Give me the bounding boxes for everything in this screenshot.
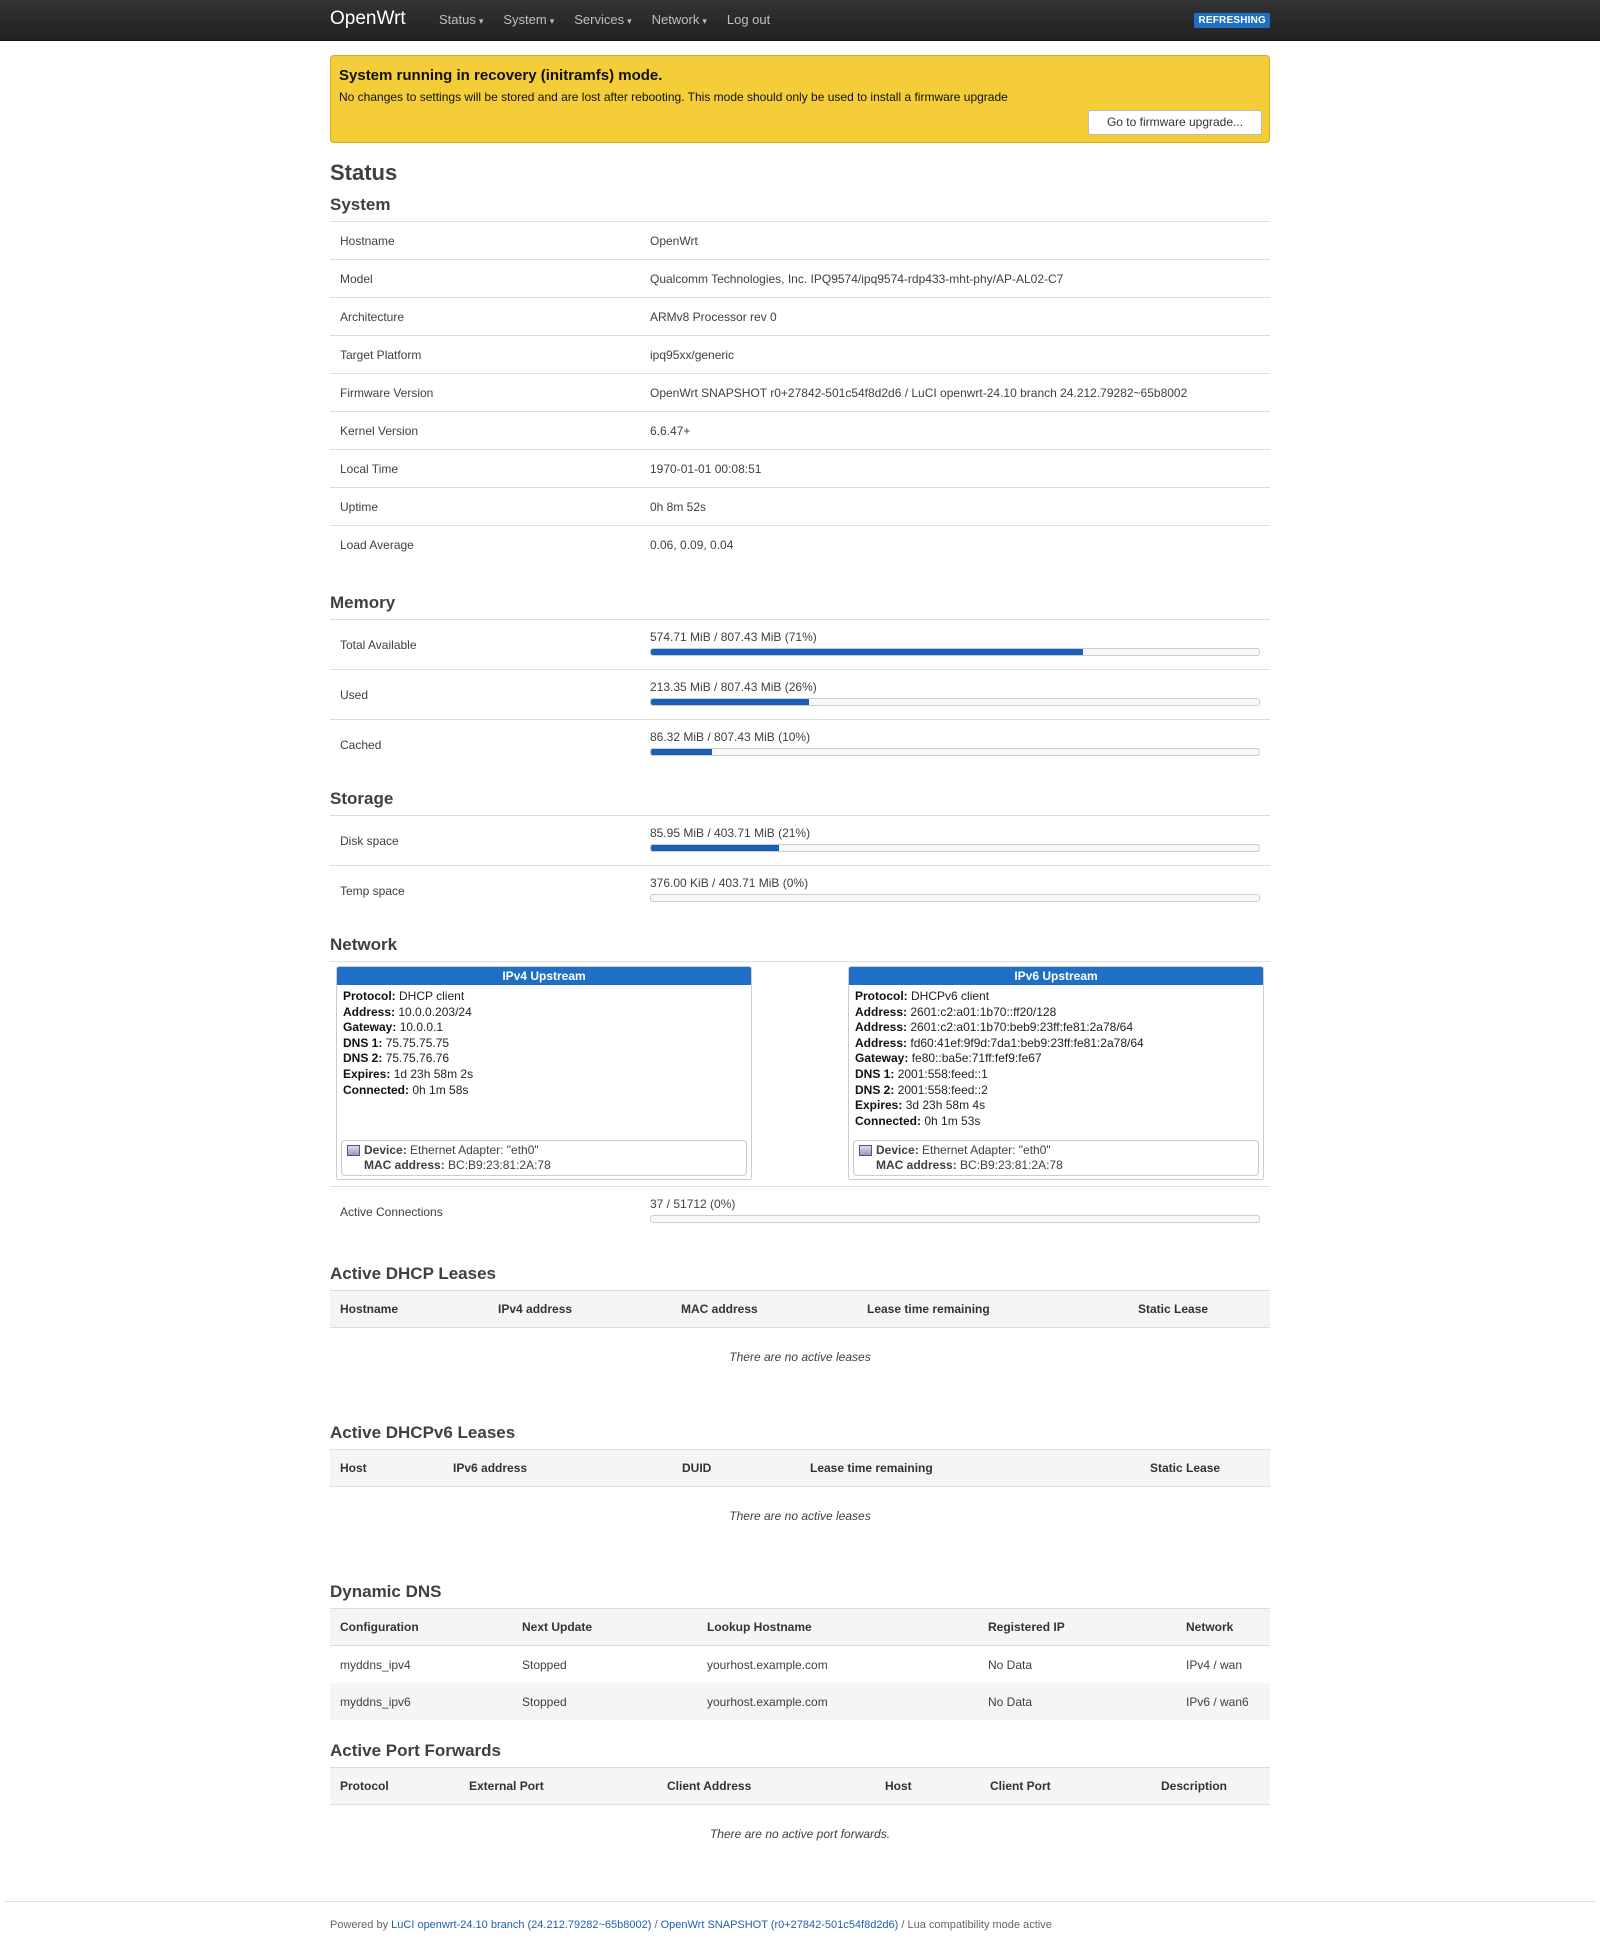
column-header[interactable]: IPv6 address <box>443 1450 672 1487</box>
page-title: Status <box>330 160 398 185</box>
device-value: Ethernet Adapter: "eth0" <box>922 1143 1051 1157</box>
ipv4-upstream-header: IPv4 Upstream <box>337 967 751 985</box>
row-value: ipq95xx/generic <box>640 336 1270 374</box>
active-connections-row <box>330 1187 1270 1237</box>
column-header[interactable]: Network <box>1176 1609 1270 1646</box>
detail-value: DHCPv6 client <box>911 989 990 1003</box>
interface-detail-line <box>343 1005 745 1021</box>
progress-bar <box>650 1215 1260 1223</box>
column-header[interactable]: Hostname <box>330 1291 488 1328</box>
detail-key: Protocol: <box>855 989 908 1003</box>
column-header[interactable]: Lookup Hostname <box>697 1609 978 1646</box>
detail-key: Address: <box>855 1004 908 1019</box>
menu-status[interactable]: Status ▾ <box>439 12 484 27</box>
detail-value: 75.75.75.75 <box>385 1035 450 1050</box>
row-value: 0.06, 0.09, 0.04 <box>640 526 1270 564</box>
detail-value: 0h 1m 53s <box>924 1113 981 1128</box>
ethernet-icon <box>347 1145 360 1156</box>
detail-key: Expires: <box>855 1098 903 1113</box>
interface-detail-line <box>343 1036 745 1052</box>
table-cell: No Data <box>978 1683 1176 1720</box>
bar-label: 574.71 MiB / 807.43 MiB (71%) <box>650 630 817 644</box>
recovery-mode-alert <box>330 55 1270 143</box>
menu-system[interactable]: System ▾ <box>503 12 555 27</box>
dhcp-section-title: Active DHCP Leases <box>330 1264 496 1283</box>
column-header[interactable]: DUID <box>672 1450 800 1487</box>
progress-bar <box>650 648 1260 656</box>
dhcpv6-empty-message: There are no active leases <box>729 1509 871 1523</box>
interface-detail-line <box>343 1067 745 1083</box>
bar-label: 376.00 KiB / 403.71 MiB (0%) <box>650 876 809 890</box>
ipv4-upstream-box <box>336 966 752 1180</box>
column-header[interactable]: IPv4 address <box>488 1291 671 1328</box>
progress-bar <box>650 894 1260 902</box>
row-key: Firmware Version <box>330 374 640 412</box>
progress-fill <box>651 699 809 705</box>
row-key: Target Platform <box>330 336 640 374</box>
dhcp-empty-message: There are no active leases <box>729 1350 871 1364</box>
row-value: Qualcomm Technologies, Inc. IPQ9574/ipq9574-rdp433-mht-phy/AP-AL02-C7 <box>640 260 1270 298</box>
bar-label: 85.95 MiB / 403.71 MiB (21%) <box>650 826 811 840</box>
mac-value: BC:B9:23:81:2A:78 <box>960 1158 1063 1172</box>
system-row <box>330 450 1270 488</box>
ipv4-device-box <box>341 1140 747 1176</box>
port-forwards-table <box>330 1767 1270 1805</box>
row-value: 6.6.47+ <box>640 412 1270 450</box>
table-row <box>330 1683 1270 1720</box>
column-header[interactable]: Host <box>875 1768 980 1805</box>
row-key: Hostname <box>330 222 640 260</box>
row-value: 1970-01-01 00:08:51 <box>640 450 1270 488</box>
ipv6-details <box>849 985 1263 1133</box>
detail-value: 10.0.0.203/24 <box>398 1004 472 1019</box>
footer <box>330 1902 1270 1931</box>
memory-row <box>330 670 1270 720</box>
footer-suffix: / Lua compatibility mode active <box>901 1919 1052 1931</box>
progress-fill <box>651 749 712 755</box>
memory-row <box>330 720 1270 770</box>
interface-detail-line <box>855 1067 1257 1083</box>
progress-bar <box>650 698 1260 706</box>
detail-value: fe80::ba5e:71ff:fef9:fe67 <box>911 1051 1042 1066</box>
column-header[interactable]: Client Address <box>657 1768 875 1805</box>
dhcpv6-section-title: Active DHCPv6 Leases <box>330 1423 516 1442</box>
progress-fill <box>651 649 1083 655</box>
interface-detail-line <box>855 1036 1257 1052</box>
detail-key: Gateway: <box>343 1020 397 1035</box>
ddns-section-title: Dynamic DNS <box>330 1582 442 1601</box>
detail-key: Gateway: <box>855 1051 909 1066</box>
row-key: Active Connections <box>330 1187 640 1237</box>
column-header[interactable]: External Port <box>459 1768 657 1805</box>
detail-key: Connected: <box>855 1113 921 1128</box>
row-value: ARMv8 Processor rev 0 <box>640 298 1270 336</box>
network-section-title: Network <box>330 935 398 954</box>
table-cell: myddns_ipv4 <box>340 1657 411 1672</box>
luci-link[interactable]: LuCI openwrt-24.10 branch (24.212.79282~65b8002) <box>391 1919 652 1931</box>
detail-value: DHCP client <box>399 989 465 1003</box>
ipv6-upstream-header: IPv6 Upstream <box>849 967 1263 985</box>
progress-bar <box>650 748 1260 756</box>
detail-key: DNS 2: <box>343 1051 383 1066</box>
row-key: Kernel Version <box>330 412 640 450</box>
progress-bar <box>650 844 1260 852</box>
detail-key: Connected: <box>343 1082 409 1097</box>
interface-detail-line <box>855 1083 1257 1099</box>
detail-value: 2601:c2:a01:1b70::ff20/128 <box>910 1004 1057 1019</box>
ipv6-upstream-box <box>848 966 1264 1180</box>
detail-key: Address: <box>855 1020 908 1035</box>
system-section-title: System <box>330 195 391 214</box>
footer-prefix: Powered by <box>330 1919 389 1931</box>
column-header[interactable]: Protocol <box>330 1768 459 1805</box>
row-key: Used <box>330 670 640 720</box>
device-key: Device: <box>364 1143 407 1157</box>
detail-value: fd60:41ef:9f9d:7da1:beb9:23ff:fe81:2a78/64 <box>910 1035 1144 1050</box>
column-header[interactable]: Next Update <box>512 1609 697 1646</box>
table-cell: No Data <box>988 1657 1033 1672</box>
alert-title: System running in recovery (initramfs) mode. <box>339 67 663 84</box>
mac-value: BC:B9:23:81:2A:78 <box>448 1158 551 1172</box>
storage-section-title: Storage <box>330 789 394 808</box>
system-row <box>330 260 1270 298</box>
detail-value: 75.75.76.76 <box>385 1051 450 1066</box>
chevron-down-icon: ▾ <box>549 16 555 26</box>
column-header[interactable]: Registered IP <box>978 1609 1176 1646</box>
ipv6-device-box <box>853 1140 1259 1176</box>
detail-value: 1d 23h 58m 2s <box>393 1066 474 1081</box>
column-header[interactable]: Static Lease <box>1140 1450 1270 1487</box>
detail-value: 10.0.0.1 <box>399 1020 444 1035</box>
detail-value: 2001:558:feed::1 <box>897 1066 988 1081</box>
menu-network[interactable]: Network ▾ <box>651 12 707 27</box>
column-header[interactable]: Configuration <box>330 1609 512 1646</box>
interface-detail-line <box>855 1005 1257 1021</box>
table-cell: IPv6 / wan6 <box>1176 1683 1270 1720</box>
row-key: Architecture <box>330 298 640 336</box>
system-row <box>330 412 1270 450</box>
column-header[interactable]: Static Lease <box>1128 1291 1270 1328</box>
detail-key: DNS 1: <box>343 1035 383 1050</box>
table-cell: yourhost.example.com <box>707 1657 828 1672</box>
system-table <box>330 221 1270 563</box>
chevron-down-icon: ▾ <box>702 16 707 26</box>
interface-detail-line <box>855 989 1257 1005</box>
interface-detail-line <box>855 1020 1257 1036</box>
table-cell: Stopped <box>512 1683 697 1720</box>
firmware-upgrade-button[interactable]: Go to firmware upgrade... <box>1088 110 1262 135</box>
row-value: 0h 8m 52s <box>640 488 1270 526</box>
interface-detail-line <box>343 1020 745 1036</box>
table-cell: yourhost.example.com <box>697 1683 978 1720</box>
system-row <box>330 488 1270 526</box>
memory-table <box>330 619 1270 769</box>
storage-row <box>330 816 1270 866</box>
row-key: Model <box>330 260 640 298</box>
menu-logout[interactable]: Log out <box>726 12 771 27</box>
table-cell: myddns_ipv6 <box>330 1683 512 1720</box>
system-row <box>330 526 1270 564</box>
row-key: Temp space <box>330 866 640 916</box>
system-row <box>330 374 1270 412</box>
top-navbar <box>0 0 1600 41</box>
detail-value: 2001:558:feed::2 <box>897 1082 988 1097</box>
row-key: Local Time <box>330 450 640 488</box>
detail-key: Address: <box>343 1004 396 1019</box>
table-row <box>330 1646 1270 1684</box>
interface-detail-line <box>855 1114 1257 1130</box>
detail-value: 3d 23h 58m 4s <box>905 1098 986 1113</box>
ethernet-icon <box>859 1145 872 1156</box>
bar-label: 37 / 51712 (0%) <box>650 1197 736 1211</box>
refreshing-badge[interactable]: REFRESHING <box>1194 13 1270 28</box>
interface-detail-line <box>855 1098 1257 1114</box>
detail-key: Expires: <box>343 1066 391 1081</box>
memory-row <box>330 620 1270 670</box>
column-header[interactable]: MAC address <box>671 1291 857 1328</box>
progress-fill <box>651 845 779 851</box>
column-header[interactable]: Lease time remaining <box>857 1291 1128 1328</box>
ddns-table <box>330 1608 1270 1720</box>
detail-key: DNS 2: <box>855 1082 895 1097</box>
ipv4-details <box>337 985 751 1102</box>
interface-detail-line <box>343 1083 745 1099</box>
memory-section-title: Memory <box>330 593 396 612</box>
system-row <box>330 298 1270 336</box>
system-row <box>330 336 1270 374</box>
row-value: OpenWrt <box>640 222 1270 260</box>
chevron-down-icon: ▾ <box>478 16 484 26</box>
mac-key: MAC address: <box>364 1158 445 1172</box>
detail-key: Address: <box>855 1035 908 1050</box>
ports-empty-message: There are no active port forwards. <box>709 1827 891 1841</box>
device-value: Ethernet Adapter: "eth0" <box>410 1143 539 1157</box>
brand-logo[interactable]: OpenWrt <box>330 8 406 29</box>
row-key: Total Available <box>330 620 640 670</box>
detail-key: Protocol: <box>343 989 396 1003</box>
storage-row <box>330 866 1270 916</box>
bar-label: 86.32 MiB / 807.43 MiB (10%) <box>650 730 811 744</box>
column-header[interactable]: Host <box>330 1450 443 1487</box>
bar-label: 213.35 MiB / 807.43 MiB (26%) <box>650 680 817 694</box>
row-value: OpenWrt SNAPSHOT r0+27842-501c54f8d2d6 / LuCI openwrt-24.10 branch 24.212.79282~65b8002 <box>640 374 1270 412</box>
menu-services[interactable]: Services ▾ <box>574 12 632 27</box>
openwrt-link[interactable]: OpenWrt SNAPSHOT (r0+27842-501c54f8d2d6) <box>660 1919 899 1931</box>
column-header[interactable]: Client Port <box>980 1768 1151 1805</box>
detail-key: DNS 1: <box>855 1066 895 1081</box>
network-interfaces <box>330 961 1270 1186</box>
interface-detail-line <box>343 1051 745 1067</box>
ports-section-title: Active Port Forwards <box>330 1741 501 1760</box>
mac-key: MAC address: <box>876 1158 957 1172</box>
dhcp-leases-table <box>330 1290 1270 1328</box>
device-key: Device: <box>876 1143 919 1157</box>
detail-value: 2601:c2:a01:1b70:beb9:23ff:fe81:2a78/64 <box>910 1020 1134 1035</box>
table-cell: Stopped <box>522 1657 567 1672</box>
column-header[interactable]: Lease time remaining <box>800 1450 1140 1487</box>
interface-detail-line <box>855 1051 1257 1067</box>
alert-text: No changes to settings will be stored and are lost after rebooting. This mode should only be used to install a firmware upgrade <box>339 90 1008 104</box>
chevron-down-icon: ▾ <box>627 16 632 26</box>
system-row <box>330 222 1270 260</box>
connections-table <box>330 1186 1270 1236</box>
dhcpv6-leases-table <box>330 1449 1270 1487</box>
row-key: Disk space <box>330 816 640 866</box>
table-cell: IPv4 / wan <box>1186 1657 1243 1672</box>
row-key: Load Average <box>330 526 640 564</box>
main-menu <box>439 12 790 27</box>
row-key: Cached <box>330 720 640 770</box>
storage-table <box>330 815 1270 915</box>
row-key: Uptime <box>330 488 640 526</box>
column-header[interactable]: Description <box>1151 1768 1270 1805</box>
interface-detail-line <box>343 989 745 1005</box>
footer-separator: / <box>654 1919 658 1931</box>
detail-value: 0h 1m 58s <box>412 1082 469 1097</box>
